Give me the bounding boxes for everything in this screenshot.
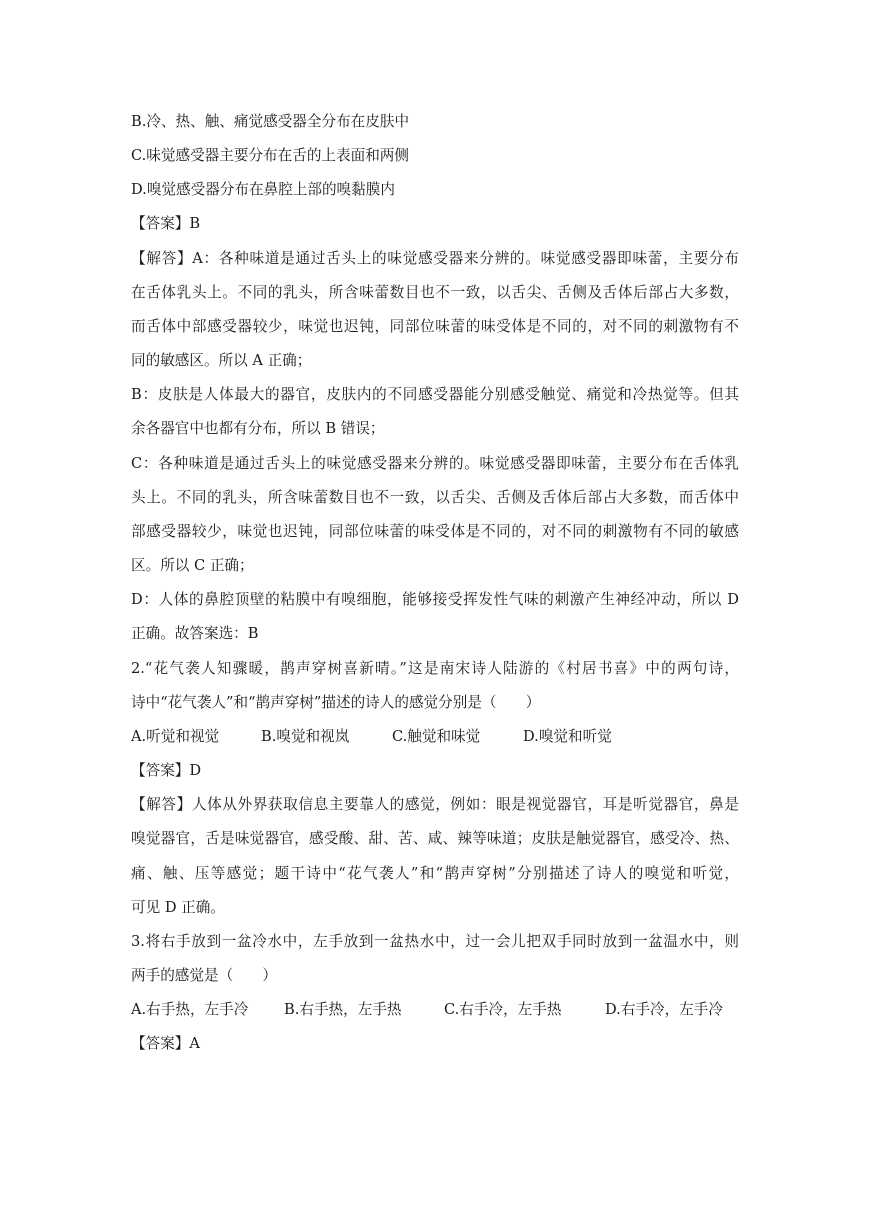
q1-explanation-line: 余各器官中也都有分布，所以 B 错误； xyxy=(131,420,385,437)
q3-option-b: B.右手热，左手热 xyxy=(284,1001,402,1018)
q2-stem-line: 诗中“花气袭人”和“鹊声穿树”描述的诗人的感觉分别是（ ） xyxy=(131,694,541,711)
q1-explanation-line: 【解答】A：各种味道是通过舌头上的味觉感受器来分辨的。味觉感受器即味蕾，主要分布 xyxy=(131,250,739,267)
q1-answer: 【答案】B xyxy=(131,215,201,232)
q2-stem-line: 2.“花气袭人知骤暖，鹊声穿树喜新晴。”这是南宋诗人陆游的《村居书喜》中的两句诗， xyxy=(131,660,739,677)
q1-explanation-line: B：皮肤是人体最大的器官，皮肤内的不同感受器能分别感受触觉、痛觉和冷热觉等。但其 xyxy=(131,386,739,403)
q1-explanation-line: 同的敏感区。所以 A 正确； xyxy=(131,352,312,369)
q1-explanation-line: 头上。不同的乳头，所含味蕾数目也不一致，以舌尖、舌侧及舌体后部占大多数，而舌体中 xyxy=(131,489,739,506)
q3-stem-line: 两手的感觉是（ ） xyxy=(131,967,277,984)
q1-explanation-line: 而舌体中部感受器较少，味觉也迟钝，同部位味蕾的味受体是不同的，对不同的刺激物有不 xyxy=(131,318,739,335)
q2-explanation-line: 痛、触、压等感觉；题干诗中“花气袭人”和“鹊声穿树”分别描述了诗人的嗅觉和听觉， xyxy=(131,865,739,882)
q2-answer: 【答案】D xyxy=(131,762,202,779)
q2-option-a: A.听觉和视觉 xyxy=(131,728,220,745)
q2-options xyxy=(131,727,751,747)
q1-option-c: C.味觉感受器主要分布在舌的上表面和两侧 xyxy=(131,147,409,164)
q3-answer: 【答案】A xyxy=(131,1035,200,1052)
q2-option-d: D.嗅觉和听觉 xyxy=(523,728,612,745)
q1-explanation-line: 部感受器较少，味觉也迟钝，同部位味蕾的味受体是不同的，对不同的刺激物有不同的敏感 xyxy=(131,523,739,540)
q1-explanation-line: 区。所以 C 正确； xyxy=(131,557,254,574)
q1-explanation-line: 在舌体乳头上。不同的乳头，所含味蕾数目也不一致，以舌尖、舌侧及舌体后部占大多数， xyxy=(131,284,739,301)
q1-explanation-line: 正确。故答案选：B xyxy=(131,625,259,642)
q3-options xyxy=(131,1000,751,1020)
q3-stem-line: 3.将右手放到一盆冷水中，左手放到一盆热水中，过一会儿把双手同时放到一盆温水中，则 xyxy=(131,933,739,950)
q2-explanation-line: 【解答】人体从外界获取信息主要靠人的感觉，例如：眼是视觉器官，耳是听觉器官，鼻是 xyxy=(131,796,739,813)
q2-option-c: C.触觉和味觉 xyxy=(392,728,481,745)
q2-explanation-line: 嗅觉器官，舌是味觉器官，感受酸、甜、苦、咸、辣等味道；皮肤是触觉器官，感受冷、热、 xyxy=(131,830,739,847)
q2-option-b: B.嗅觉和视岚 xyxy=(261,728,350,745)
q3-option-a: A.右手热，左手冷 xyxy=(131,1001,249,1018)
q3-option-d: D.右手冷，左手冷 xyxy=(605,1001,723,1018)
q3-option-c: C.右手冷，左手热 xyxy=(444,1001,562,1018)
q1-explanation-line: C：各种味道是通过舌头上的味觉感受器来分辨的。味觉感受器即味蕾，主要分布在舌体乳 xyxy=(131,455,739,472)
q2-explanation-line: 可见 D 正确。 xyxy=(131,899,225,916)
q1-option-b: B.冷、热、触、痛觉感受器全分布在皮肤中 xyxy=(131,113,410,130)
q1-explanation-line: D：人体的鼻腔顶壁的粘膜中有嗅细胞，能够接受挥发性气味的刺激产生神经冲动，所以 D xyxy=(131,591,739,608)
q1-option-d: D.嗅觉感受器分布在鼻腔上部的嗅黏膜内 xyxy=(131,181,395,198)
